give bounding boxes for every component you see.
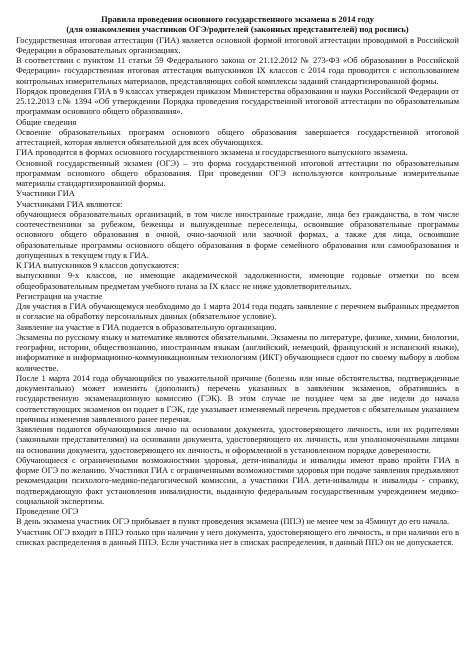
paragraph-application-location: Заявление на участие в ГИА подается в образовательную организацию. — [16, 321, 277, 332]
section-heading-registration: Регистрация на участие — [16, 290, 103, 301]
paragraph-change-subjects: После 1 марта 2014 года обучающийся по уважительной причине (болезнь или иные обстоятельства, подтвержденные документально) может изменить (дополнить) перечень указанных в заявлении экзаменов, обратившись в государственную экзаменационную комиссию (ГЭК). В этом случае не позднее чем за две недели до начала соответствующих экзаменов он подает в ГЭК, где указывает изменяемый перечень предметов с обязательным указанием причины изменения заявленного ранее перечня. — [16, 372, 459, 424]
section-heading-conduct: Проведение ОГЭ — [16, 506, 79, 516]
paragraph-gia-forms: ГИА проводится в формах основного государственного экзамена и государственного выпускного экзамена. — [16, 147, 408, 158]
section-heading-participants: Участники ГИА — [16, 188, 75, 199]
document-title-line-2: (для ознакомления участников ОГЭ/родителей (законных представителей) под роспись) — [66, 24, 409, 35]
document-title-line-1: Правила проведения основного государственного экзамена в 2014 году — [101, 14, 374, 24]
paragraph-admission-heading: К ГИА выпускников 9 классов допускаются: — [16, 260, 180, 270]
paragraph-disabilities: Обучающиеся с ограниченными возможностями здоровья, дети-инвалиды и инвалиды имеют право пройти ГИА в форме ОГЭ по желанию. Участники ГИА с ограниченными возможностями здоровья при подаче заявления предъявляют рекомендации психолого-медико-педагогической комиссии, а участники ГИА дети-инвалиды и инвалиды - справку, подтверждающую факт установления инвалидности, выданную федеральным государственным учреждением медико-социальной экспертизы. — [16, 454, 459, 506]
paragraph-oge-definition: Основной государственный экзамен (ОГЭ) – это форма государственной итоговой аттестации по образовательным программам основного общего образования. При проведении ОГЭ используются контрольные измерительные материалы стандартизированной формы. — [16, 157, 459, 188]
paragraph-admission-criteria: выпускники 9-х классов, не имеющие академической задолженности, имеющие годовые отметки по всем общеобразовательным предметам учебного плана за IX класс не ниже удовлетворительных. — [16, 270, 459, 291]
paragraph-law-reference: В соответствии с пунктом 11 статьи 59 Федерального закона от 21.12.2012 № 273-ФЗ «Об образовании в Российской Федерации» государственная итоговая аттестация выпускников IX классов с 2014 года проводится с использованием контрольных измерительных материалов, представляющих собой комплексы заданий стандартизированной формы. — [16, 55, 459, 86]
paragraph-application-submission: Заявления подаются обучающимися лично на основании документа, удостоверяющего личность, или их родителями (законными представителями) на основании документа, удостоверяющего их личность, или уполномоченными лицами на основании документа, удостоверяющего их личность, и оформленной в установленном порядке доверенности. — [16, 424, 459, 455]
paragraph-arrival-time: В день экзамена участник ОГЭ прибывает в пункт проведения экзамена (ППЭ) не менее чем за 45минут до его начала. — [16, 516, 450, 527]
paragraph-participants-list: обучающиеся образовательных организаций, в том числе иностранные граждане, лица без гражданства, в том числе соотечественники за рубежом, беженцы и вынужденные переселенцы, освоившие образовательные программы основного общего образования в очной, очно-заочной или заочной формах, а также для лица, освоившие образовательные программы основного общего образования в форме семейного образования или самообразования и допущенных в текущем году к ГИА. — [16, 208, 459, 260]
paragraph-registration-deadline: Для участия в ГИА обучающемуся необходимо до 1 марта 2014 года подать заявление с перечнем выбранных предметов и согласие на обработку персональных данных (обязательное условие). — [16, 301, 459, 322]
paragraph-mastering-programs: Освоение образовательных программ основного общего образования завершается государственной итоговой аттестацией, которая является обязательной для всех обучающихся. — [16, 126, 459, 147]
paragraph-order-reference: Порядок проведения ГИА в 9 классах утвержден приказом Министерства образования и науки Российской Федерации от 25.12.2013 г.№ 1394 «Об утверждении Порядка проведения государственной итоговой аттестации по образовательным программам основного общего образования». — [16, 85, 459, 117]
paragraph-exam-subjects: Экзамены по русскому языку и математике являются обязательными. Экзамены по литературе, физике, химии, биологии, географии, истории, обществознанию, иностранным языкам (английский, немецкий, французский и испанский языки), информатике и информационно-коммуникационным технологиям (ИКТ) обучающиеся сдают по своему выбору в любом количестве. — [16, 331, 459, 373]
section-heading-general: Общие сведения — [16, 116, 77, 127]
paragraph-gia-definition: Государственная итоговая аттестация (ГИА) является основной формой итоговой аттестации проводимой в Российской Федерации в образовательных организациях. — [16, 34, 459, 55]
paragraph-participants-are: Участниками ГИА являются: — [16, 198, 123, 209]
paragraph-entry-rules: Участник ОГЭ входит в ППЭ только при наличии у него документа, удостоверяющего его личность, и при наличии его в списках распределения в данный ППЭ. Если участника нет в списках распределения, в данный ППЭ он не допускается. — [16, 526, 459, 547]
